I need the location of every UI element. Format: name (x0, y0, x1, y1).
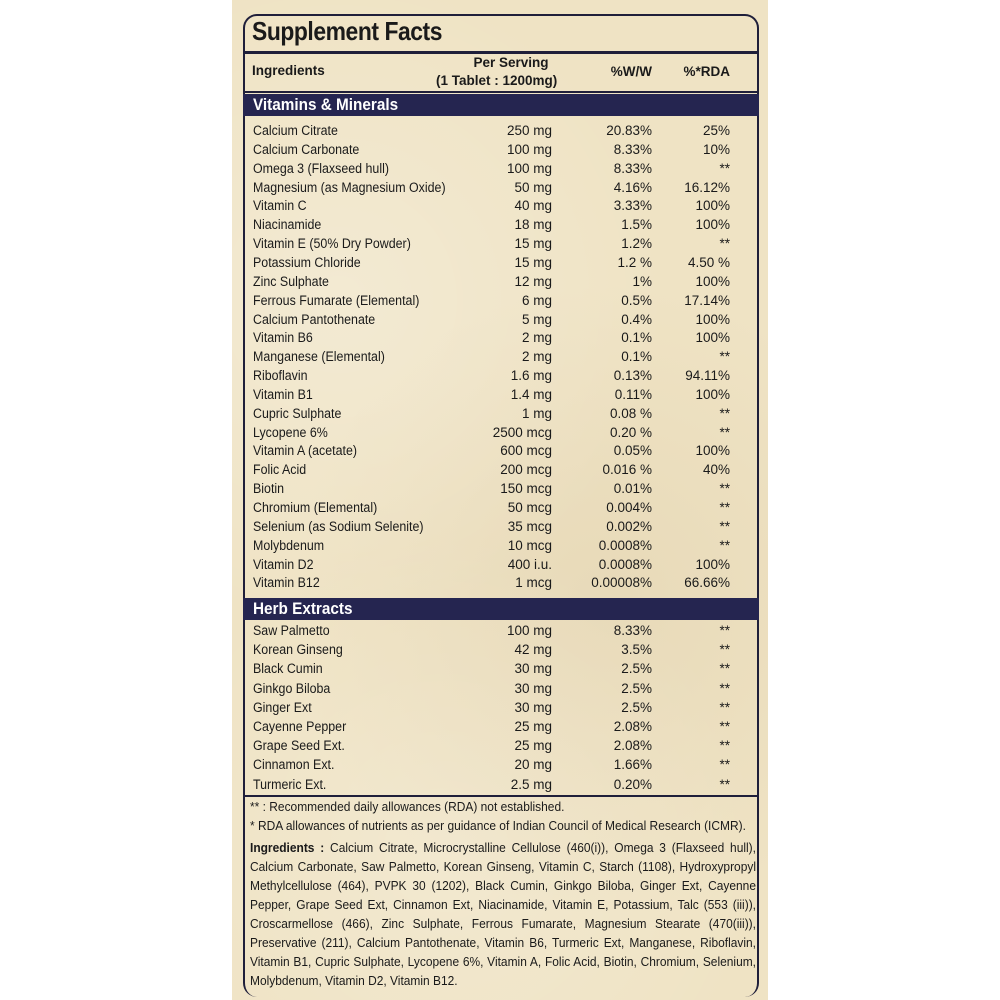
table-row (243, 755, 759, 774)
ingredient-name: Niacinamide (253, 217, 322, 233)
ww-value: 1.2 % (617, 254, 652, 270)
ingredient-name: Molybdenum (253, 537, 325, 553)
section-title: Herb Extracts (253, 599, 353, 618)
per-serving-value: 50 mg (514, 179, 552, 195)
ingredient-name: Cayenne Pepper (253, 719, 347, 734)
ww-value: 0.016 % (602, 462, 652, 478)
ww-value: 3.5% (621, 642, 652, 658)
ingredient-name: Black Cumin (253, 661, 323, 677)
ww-value: 2.5% (621, 680, 652, 696)
ww-value: 1.66% (613, 757, 652, 773)
ingredient-name: Biotin (253, 481, 285, 497)
table-row (243, 328, 759, 347)
section-header (243, 598, 759, 620)
table-row (243, 366, 759, 385)
rda-value: 100% (695, 386, 730, 402)
table-row (243, 385, 759, 404)
table-row (243, 291, 759, 310)
table-row (243, 121, 759, 140)
per-serving-value: 12 mg (514, 273, 552, 289)
rda-value: 100% (695, 273, 730, 289)
per-serving-value: 50 mcg (507, 500, 552, 515)
rda-value: ** (719, 680, 730, 696)
table-row (243, 272, 759, 291)
ww-value: 0.20% (613, 776, 652, 792)
table-row (243, 140, 759, 159)
per-serving-value: 6 mg (521, 292, 552, 308)
title-divider (243, 51, 759, 54)
section-header (243, 94, 759, 116)
ingredient-name: Manganese (Elemental) (253, 349, 385, 365)
per-serving-value: 100 mg (506, 160, 552, 176)
per-serving-value: 600 mcg (500, 443, 552, 459)
ww-value: 8.33% (613, 141, 652, 157)
ww-value: 0.05% (613, 443, 652, 459)
per-serving-value: 1 mg (521, 405, 552, 421)
table-row (243, 698, 759, 717)
ww-value: 2.08% (613, 738, 652, 754)
footnotes (250, 797, 746, 835)
rda-value: ** (719, 661, 730, 677)
ingredient-name: Selenium (as Sodium Selenite) (253, 518, 424, 534)
ingredient-name: Vitamin E (50% Dry Powder) (253, 236, 411, 252)
per-serving-value: 5 mg (521, 311, 552, 327)
ww-value: 1.5% (621, 217, 652, 233)
per-serving-value: 25 mg (514, 719, 552, 734)
rda-value: ** (719, 757, 730, 773)
ingredient-name: Calcium Citrate (253, 123, 338, 138)
per-serving-value: 2.5 mg (510, 776, 552, 792)
per-serving-value: 200 mcg (500, 462, 552, 478)
rda-value: ** (719, 518, 730, 534)
rda-value: ** (719, 623, 730, 638)
rda-value: 4.50 % (687, 254, 730, 270)
table-row (243, 717, 759, 736)
per-serving-value: 20 mg (514, 757, 552, 773)
rda-value: ** (719, 481, 730, 497)
ww-value: 0.4% (621, 311, 652, 327)
ingredient-name: Cupric Sulphate (253, 405, 342, 421)
ww-value: 0.5% (621, 292, 652, 308)
per-serving-value: 2500 mcg (492, 424, 552, 440)
table-row (243, 736, 759, 755)
ww-value: 0.004% (606, 500, 652, 515)
ww-value: 0.08 % (609, 405, 652, 421)
table-row (243, 159, 759, 178)
rda-value: ** (719, 699, 730, 715)
per-serving-value: 25 mg (514, 738, 552, 754)
ingredient-name: Calcium Pantothenate (253, 311, 376, 327)
rda-value: 100% (695, 443, 730, 459)
per-serving-value: 2 mg (521, 330, 552, 346)
table-row (243, 659, 759, 678)
per-serving-value: 30 mg (514, 661, 552, 677)
rda-value: 100% (695, 311, 730, 327)
footnote-rda-not-established: ** : Recommended daily allowances (RDA) not established. (250, 799, 565, 814)
table-row (243, 621, 759, 640)
per-serving-value: 100 mg (506, 141, 552, 157)
rda-value: ** (719, 160, 730, 176)
ingredient-name: Ginkgo Biloba (253, 680, 331, 696)
ingredient-name: Ferrous Fumarate (Elemental) (253, 292, 420, 308)
table-row (243, 404, 759, 423)
ww-value: 0.13% (613, 368, 652, 384)
per-serving-value: 40 mg (514, 198, 552, 214)
rda-value: ** (719, 236, 730, 252)
ww-value: 0.11% (614, 386, 652, 402)
rda-value: ** (719, 537, 730, 553)
ingredient-name: Vitamin B6 (253, 330, 313, 346)
ww-value: 8.33% (613, 160, 652, 176)
ingredient-name: Riboflavin (253, 368, 308, 384)
ww-value: 2.5% (621, 661, 652, 677)
footnote-icmr: * RDA allowances of nutrients as per guidance of Indian Council of Medical Research (ICMR). (250, 818, 746, 833)
ingredient-name: Vitamin C (253, 198, 307, 214)
per-serving-value: 18 mg (514, 217, 552, 233)
rda-value: 94.11% (685, 368, 730, 384)
ww-value: 0.0008% (598, 556, 652, 572)
section-title: Vitamins & Minerals (253, 95, 399, 114)
per-serving-value: 10 mcg (507, 537, 552, 553)
ww-value: 2.08% (613, 719, 652, 734)
table-row (243, 196, 759, 215)
ingredient-name: Magnesium (as Magnesium Oxide) (253, 179, 446, 195)
ingredient-name: Grape Seed Ext. (253, 738, 345, 754)
rda-value: 100% (695, 198, 730, 214)
ingredient-name: Vitamin B12 (253, 575, 320, 591)
rda-value: ** (719, 405, 730, 421)
ingredient-name: Omega 3 (Flaxseed hull) (253, 160, 390, 176)
ww-value: 0.1% (621, 330, 652, 346)
table-row (243, 460, 759, 479)
table-row (243, 775, 759, 794)
ingredient-name: Vitamin A (acetate) (253, 443, 358, 459)
per-serving-value: 1 mcg (515, 575, 552, 591)
ww-value: 0.1% (621, 349, 652, 365)
rda-value: 10% (702, 141, 730, 157)
per-serving-value: 1.6 mg (510, 368, 552, 384)
table-row (243, 498, 759, 517)
header-per-serving: Per Serving (473, 55, 549, 70)
per-serving-value: 1.4 mg (510, 386, 552, 402)
ingredients-paragraph (250, 838, 756, 990)
ww-value: 20.83% (606, 123, 652, 138)
ingredient-name: Saw Palmetto (253, 623, 330, 638)
ww-value: 0.002% (606, 518, 652, 534)
header-ww: %W/W (610, 64, 652, 79)
page-title: Supplement Facts (252, 16, 443, 46)
ww-value: 0.00008% (591, 575, 652, 591)
ingredient-name: Calcium Carbonate (253, 141, 360, 157)
per-serving-value: 400 i.u. (507, 556, 552, 572)
per-serving-value: 15 mg (514, 236, 552, 252)
ingredient-name: Turmeric Ext. (253, 776, 327, 792)
rda-value: 66.66% (684, 575, 730, 591)
per-serving-value: 35 mcg (507, 518, 552, 534)
table-row (243, 479, 759, 498)
rda-value: 25% (702, 123, 730, 138)
per-serving-value: 2 mg (521, 349, 552, 365)
ingredients-label: Ingredients : (250, 840, 325, 855)
rda-value: 16.12% (684, 179, 730, 195)
rda-value: 17.14% (684, 292, 730, 308)
table-row (243, 555, 759, 574)
table-row (243, 347, 759, 366)
per-serving-value: 150 mcg (500, 481, 552, 497)
ingredients-list: Calcium Citrate, Microcrystalline Cellulose (460(i)), Omega 3 (Flaxseed hull), Calcium Carbonate, Saw Palmetto, Korean Ginseng, Vitamin C, Starch (1108), Hydroxypropyl Methylcellulose (464), PVPK 30 (1202), Black Cumin, Ginkgo Biloba, Ginger Ext, Cayenne Pepper, Grape Seed Ext, Cinnamon Ext, Niacinamide, Vitamin E, Potassium, Talc (553 (iii)), Croscarmellose (466), Zinc Sulphate, Ferrous Fumarate, Magnesium Stearate (470(iii)), Preservative (211), Calcium Pantothenate, Vitamin B6, Turmeric Ext, Manganese, Riboflavin, Vitamin B1, Cupric Sulphate, Lycopene 6%, Vitamin A, Folic Acid, Biotin, Chromium, Selenium, Molybdenum, Vitamin D2, Vitamin B12. (250, 840, 756, 988)
rda-value: ** (719, 738, 730, 754)
per-serving-value: 42 mg (514, 642, 552, 658)
per-serving-value: 30 mg (514, 699, 552, 715)
ingredient-name: Lycopene 6% (253, 424, 328, 440)
ww-value: 0.01% (613, 481, 652, 497)
table-row (243, 215, 759, 234)
ingredient-name: Ginger Ext (253, 699, 312, 715)
rda-value: 100% (695, 330, 730, 346)
ingredient-name: Folic Acid (253, 462, 307, 478)
ingredient-name: Vitamin D2 (253, 556, 314, 572)
table-row (243, 178, 759, 197)
ingredient-name: Cinnamon Ext. (253, 757, 335, 773)
per-serving-value: 30 mg (514, 680, 552, 696)
table-row (243, 253, 759, 272)
rda-value: 100% (695, 217, 730, 233)
rda-value: 100% (695, 556, 730, 572)
ingredient-name: Korean Ginseng (253, 642, 343, 658)
table-row (243, 441, 759, 460)
ww-value: 4.16% (613, 179, 652, 195)
ww-value: 1% (632, 273, 652, 289)
ww-value: 0.0008% (598, 537, 652, 553)
header-rda: %*RDA (683, 64, 730, 79)
ingredient-name: Vitamin B1 (253, 386, 313, 402)
per-serving-value: 100 mg (506, 623, 552, 638)
header-ingredients: Ingredients (252, 63, 325, 78)
rda-value: ** (719, 349, 730, 365)
rda-value: ** (719, 424, 730, 440)
ww-value: 3.33% (613, 198, 652, 214)
table-row (243, 517, 759, 536)
ingredient-name: Zinc Sulphate (253, 273, 329, 289)
table-row (243, 536, 759, 555)
ww-value: 1.2% (621, 236, 652, 252)
rda-value: ** (719, 500, 730, 515)
header-divider (243, 91, 759, 93)
table-row (243, 423, 759, 442)
table-row (243, 573, 759, 592)
per-serving-value: 15 mg (514, 254, 552, 270)
rda-value: ** (719, 776, 730, 792)
ww-value: 2.5% (621, 699, 652, 715)
ww-value: 8.33% (613, 623, 652, 638)
ww-value: 0.20 % (609, 424, 652, 440)
ingredient-name: Potassium Chloride (253, 254, 361, 270)
table-row (243, 640, 759, 659)
table-row (243, 234, 759, 253)
rda-value: 40% (702, 462, 730, 478)
rda-value: ** (719, 642, 730, 658)
header-serving-size: (1 Tablet : 1200mg) (436, 73, 558, 88)
table-row (243, 310, 759, 329)
per-serving-value: 250 mg (506, 123, 552, 138)
ingredient-name: Chromium (Elemental) (253, 500, 378, 515)
rda-value: ** (719, 719, 730, 734)
table-row (243, 679, 759, 698)
